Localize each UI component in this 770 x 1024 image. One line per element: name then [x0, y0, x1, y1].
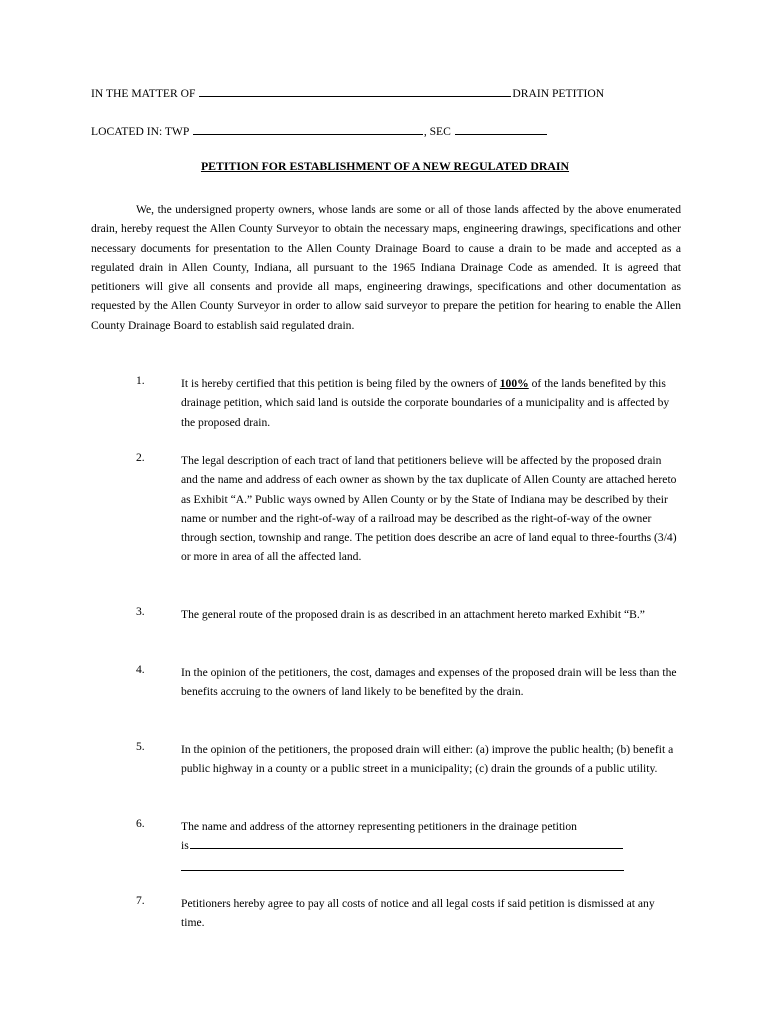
item-number: 2. — [136, 451, 145, 464]
item-number: 4. — [136, 663, 145, 676]
matter-label: IN THE MATTER OF — [91, 87, 196, 100]
item-text-part: It is hereby certified that this petition is being filed by the owners of — [181, 377, 500, 390]
matter-line — [91, 86, 604, 100]
item-number: 5. — [136, 740, 145, 753]
drain-name-field[interactable] — [199, 86, 511, 97]
item-text — [181, 374, 681, 432]
intro-text: We, the undersigned property owners, whose lands are some or all of those lands affected by the above enumerated drain, hereby request the Allen County Surveyor to obtain the necessary maps, engineering drawings, specifications and other necessary documents for presentation to the Allen County Drainage Board to cause a drain to be made and accepted as a regulated drain in Allen County, Indiana, all pursuant to the 1965 Indiana Drainage Code as amended. It is agreed that petitioners will give all consents and provide all maps, engineering drawings, specifications and other documentation as requested by the Allen County Surveyor in order to allow said surveyor to prepare the petition for hearing to enable the Allen County Drainage Board to establish said regulated drain. — [91, 203, 681, 332]
percent-emphasis: 100% — [499, 377, 529, 390]
attorney-is-label: is — [181, 839, 189, 853]
item-text-part: of the lands benefited by this drainage petition, which said land is outside the corporate boundaries of a municipality and is affected by the proposed drain. — [181, 377, 670, 429]
item-text — [181, 817, 681, 871]
item-text: In the opinion of the petitioners, the cost, damages and expenses of the proposed drain will be less than the benefits accruing to the owners of land likely to be benefited by the drain. — [181, 666, 677, 699]
item-number: 6. — [136, 817, 145, 830]
located-label: LOCATED IN: TWP — [91, 125, 189, 138]
township-field[interactable] — [193, 124, 423, 135]
attorney-name-field[interactable] — [190, 838, 623, 849]
matter-suffix: DRAIN PETITION — [512, 87, 605, 100]
section-field[interactable] — [455, 124, 547, 135]
item-text: Petitioners hereby agree to pay all costs of notice and all legal costs if said petition is dismissed at any time. — [181, 897, 655, 930]
attorney-prompt: The name and address of the attorney representing petitioners in the drainage petition — [181, 820, 577, 833]
item-number: 7. — [136, 894, 145, 907]
page-title: PETITION FOR ESTABLISHMENT OF A NEW REGULATED DRAIN — [200, 159, 570, 173]
item-text: The legal description of each tract of land that petitioners believe will be affected by the proposed drain and the name and address of each owner as shown by the tax duplicate of Allen County are attached hereto as Exhibit “A.” Public ways owned by Allen County or by the State of Indiana may be described by their name or number and the right-of-way of a railroad may be described as the right-of-way of the owner through section, township and range. The petition does describe an acre of land equal to three-fourths (3/4) or more in area of all the affected land. — [181, 454, 677, 564]
sec-label: , SEC — [423, 125, 451, 138]
item-number: 1. — [136, 374, 145, 387]
item-text: In the opinion of the petitioners, the proposed drain will either: (a) improve the public health; (b) benefit a public highway in a county or a public street in a municipality; (c) drain the grounds of a public utility. — [181, 743, 674, 776]
item-text: The general route of the proposed drain is as described in an attachment hereto marked Exhibit “B.” — [181, 608, 645, 621]
located-line — [91, 124, 548, 138]
attorney-address-field[interactable] — [181, 856, 624, 871]
intro-paragraph — [91, 200, 681, 335]
item-number: 3. — [136, 605, 145, 618]
